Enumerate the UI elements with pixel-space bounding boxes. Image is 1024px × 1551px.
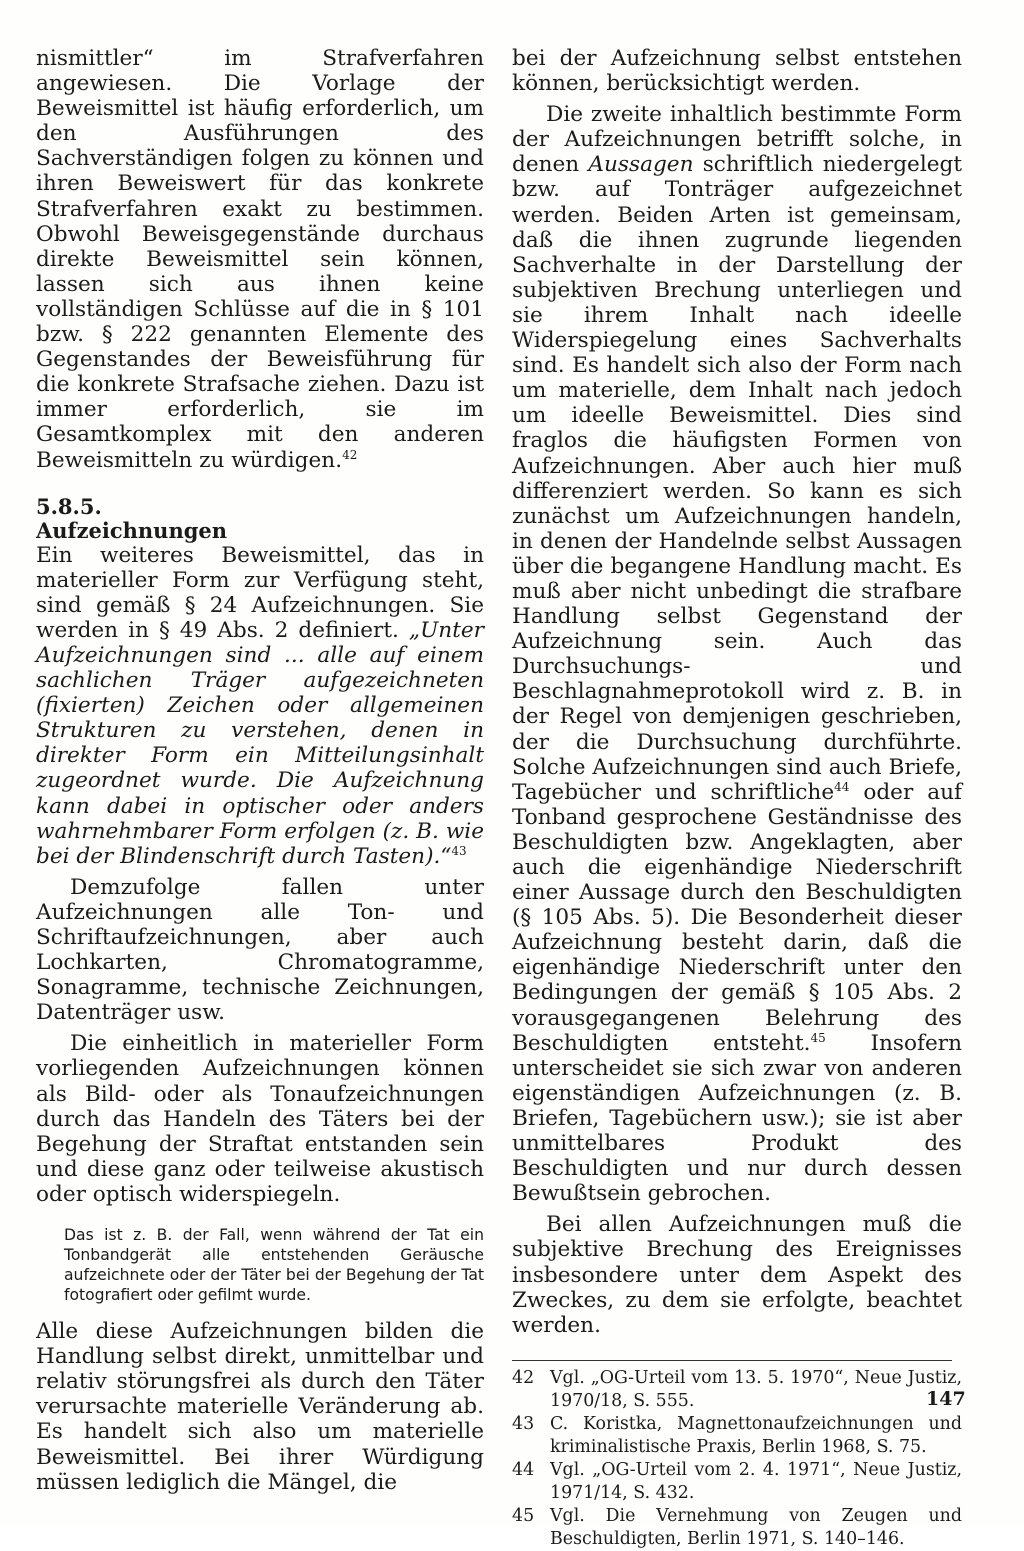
- paragraph: Die zweite inhaltlich bestimmte Form der Aufzeichnungen betrifft solche, in denen Aussagen schriftlich niedergelegt bzw. auf Tonträger aufgezeichnet werden. Beiden Arten ist gemeinsam, daß die ihnen zugrunde liegenden Sachverhalte in der Darstellung der subjektiven Brechung unterliegen und sie ihrem Inhalt nach ideelle Widerspiegelung eines Sachverhalts sind. Es handelt sich also der Form nach um materielle, dem Inhalt nach jedoch um ideelle Beweismittel. Dies sind fraglos die häufigsten Formen von Aufzeichnungen. Aber auch hier muß differenziert werden. So kann es sich zunächst um Aufzeichnungen handeln, in denen der Handelnde selbst Aussagen über die begangene Handlung macht. Es muß aber nicht unbedingt die strafbare Handlung selbst Gegenstand der Aufzeichnung sein. Auch das Durchsuchungs- und Beschlagnahmeprotokoll wird z. B. in der Regel von demjenigen geschrieben, der die Durchsuchung durchführte. Solche Aufzeichnungen sind auch Briefe, Tagebücher und schriftliche$^{44}$ oder auf Tonband gesprochene Geständnisse des Beschuldigten bzw. Angeklagten, aber auch die eigenhändige Niederschrift einer Aussage durch den Beschuldigten (§ 105 Abs. 5). Die Besonderheit dieser Aufzeichnung besteht darin, daß die eigenhändige Niederschrift unter den Bedingungen der gemäß § 105 Abs. 2 vorausgegangenen Belehrung des Beschuldigten entsteht.$^{45}$ Insofern unterscheidet sie sich zwar von anderen eigenständigen Aufzeichnungen (z. B. Briefen, Tagebüchern usw.); sie ist aber unmittelbares Produkt des Beschuldigten und nur durch dessen Bewußtsein gebrochen.: [512, 102, 963, 1207]
- left-column: [36, 46, 484, 1495]
- paragraph: Demzufolge fallen unter Aufzeichnungen alle Ton- und Schriftaufzeichnungen, aber auch Lochkarten, Chromatogramme, Sonagramme, technische Zeichnungen, Datenträger usw.: [36, 874, 484, 1026]
- emphasis: Aussagen: [588, 152, 694, 178]
- footnote-text: Vgl. Die Vernehmung von Zeugen und Beschuldigten, Berlin 1971, S. 140–146.: [550, 1505, 962, 1549]
- footnote: [512, 1413, 962, 1459]
- paragraph: Ein weiteres Beweismittel, das in materieller Form zur Verfügung steht, sind gemäß § 24 Aufzeichnungen. Sie werden in § 49 Abs. 2 definiert. „Unter Aufzeichnungen sind ... alle auf einem sachlichen Träger aufgezeichneten (fixierten) Zeichen oder allgemeinen Strukturen zu verstehen, denen in direkter Form ein Mitteilungsinhalt zugeordnet wurde. Die Aufzeichnung kann dabei in optischer oder anders wahrnehmbarer Form erfolgen (z. B. wie bei der Blindenschrift durch Tasten).“$^{43}$: [36, 542, 484, 869]
- paragraph: nismittler“ im Strafverfahren angewiesen. Die Vorlage der Beweismittel ist häufig erforderlich, um den Ausführungen des Sachverständigen folgen zu können und ihren Beweiswert für das konkrete Strafverfahren exakt zu bestimmen. Obwohl Beweisgegenstände durchaus direkte Beweismittel sein können, lassen sich aus ihnen keine vollständigen Schlüsse auf die in § 101 bzw. § 222 genannten Elemente des Gegenstandes der Beweisführung für die konkrete Strafsache ziehen. Dazu ist immer erforderlich, sie im Gesamtkomplex mit den anderen Beweismitteln zu würdigen.$^{42}$: [36, 46, 484, 473]
- footnote-ref: 45: [810, 1030, 826, 1045]
- section-title: Aufzeichnungen: [36, 517, 228, 543]
- footnote-ref: 44: [834, 779, 850, 794]
- footnote-divider: [512, 1360, 952, 1361]
- footnote-text: C. Koristka, Magnettonaufzeichnungen und kriminalistische Praxis, Berlin 1968, S. 75.: [550, 1413, 962, 1457]
- footnote-text: Vgl. „OG-Urteil vom 13. 5. 1970“, Neue Justiz, 1970/18, S. 555.: [550, 1367, 962, 1411]
- footnote-number: 43: [512, 1413, 535, 1434]
- footnote: [512, 1459, 962, 1505]
- footnote-number: 42: [512, 1367, 535, 1388]
- page-number: 147: [926, 1388, 966, 1410]
- paragraph: Die einheitlich in materieller Form vorliegenden Aufzeichnungen können als Bild- oder als Tonaufzeichnungen durch das Handeln des Täters bei der Begehung der Straftat entstanden sein und diese ganz oder teilweise akustisch oder optisch widerspiegeln.: [36, 1031, 484, 1207]
- footnotes: [512, 1367, 962, 1551]
- right-column: [512, 46, 962, 1551]
- section-number: 5.8.5.: [36, 493, 102, 519]
- footnote: [512, 1367, 962, 1413]
- footnote-ref: 43: [451, 843, 467, 858]
- paragraph: Bei allen Aufzeichnungen muß die subjektive Brechung des Ereignisses insbesondere unter dem Aspekt des Zweckes, zu dem sie erfolgte, beachtet werden.: [512, 1212, 962, 1338]
- example-note: Das ist z. B. der Fall, wenn während der Tat ein Tonbandgerät alle entstehenden Geräusche aufzeichnete oder der Täter bei der Begehung der Tat fotografiert oder gefilmt wurde.: [64, 1226, 484, 1305]
- definition-quote: „Unter Aufzeichnungen sind ... alle auf einem sachlichen Träger aufgezeichneten (fixierten) Zeichen oder allgemeinen Strukturen zu verstehen, denen in direkter Form ein Mitteilungsinhalt zugeordnet wurde. Die Aufzeichnung kann dabei in optischer oder anders wahrnehmbarer Form erfolgen (z. B. wie bei der Blindenschrift durch Tasten).“: [36, 617, 484, 869]
- footnote-number: 45: [512, 1505, 535, 1526]
- footnote-number: 44: [512, 1459, 535, 1480]
- footnote-text: Vgl. „OG-Urteil vom 2. 4. 1971“, Neue Justiz, 1971/14, S. 432.: [550, 1459, 962, 1503]
- paragraph: Alle diese Aufzeichnungen bilden die Handlung selbst direkt, unmittelbar und relativ störungsfrei als durch den Täter verursachte materielle Veränderung ab. Es handelt sich also um materielle Beweismittel. Bei ihrer Würdigung müssen lediglich die Mängel, die: [36, 1319, 484, 1495]
- footnote-ref: 42: [342, 447, 358, 462]
- footnote: [512, 1505, 962, 1551]
- paragraph: bei der Aufzeichnung selbst entstehen können, berücksichtigt werden.: [512, 46, 962, 97]
